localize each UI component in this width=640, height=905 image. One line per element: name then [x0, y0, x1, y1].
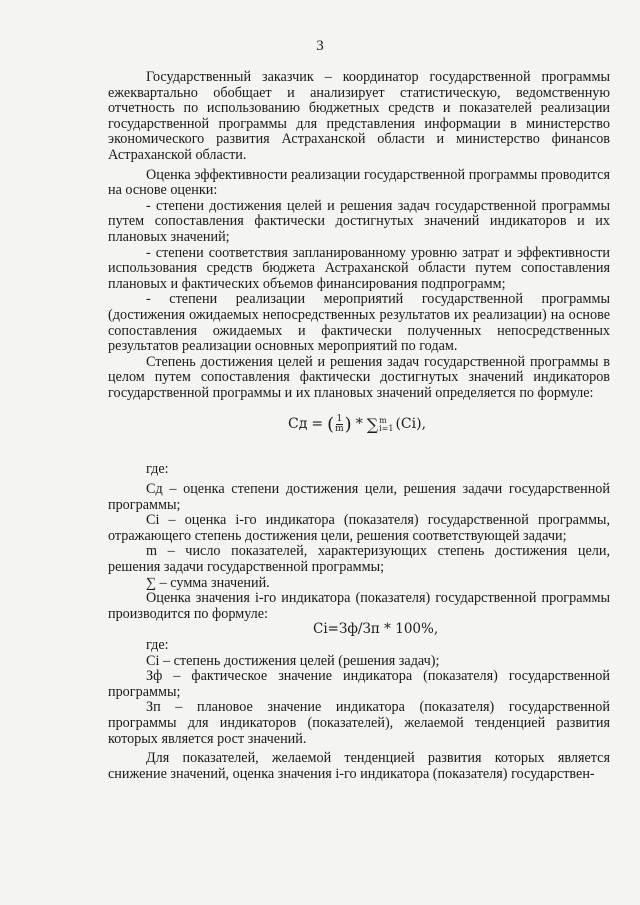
formula-achievement — [108, 415, 610, 434]
paragraph-evaluation: Оценка эффективности реализации государственной программы проводится на основе оценки: — [108, 166, 610, 199]
formula-times: * — [355, 416, 363, 433]
fraction-denominator: m — [335, 424, 344, 435]
document-body — [108, 70, 610, 782]
formula-sum — [367, 417, 426, 433]
definition-sum: ∑ – сумма значений. — [146, 574, 270, 591]
paragraph-achievement: Степень достижения целей и решения задач государственной программы в целом путем сопоставления фактически достигнутых значений индикаторов государственной программы и их плановых значений определяется по формуле: — [108, 353, 610, 401]
formula-fraction — [327, 415, 352, 434]
formula-lhs: Сд — [288, 416, 308, 433]
sum-term: (Ci), — [395, 416, 427, 433]
paragraph-indicator: Оценка значения i-го индикатора (показателя) государственной программы производится по формуле: — [108, 590, 610, 622]
paren-close: ) — [344, 414, 352, 436]
definition-ci: Ci – оценка i-го индикатора (показателя) государственной программы, отражающего степень достижения цели, решения соответствующей задачи; — [108, 512, 610, 544]
definition-zf: Зф – фактическое значение индикатора (показателя) государственной программы; — [108, 668, 610, 700]
formula-eq: = — [311, 416, 324, 433]
label-where-2: где: — [146, 637, 169, 653]
list-item-costs: - степени соответствия запланированному уровню затрат и эффективности использования средств бюджета Астраханской области путем сопоставления плановых и фактических объемов финансирования подпрограмм; — [108, 244, 610, 292]
sum-lower: i=1 — [379, 423, 394, 433]
page-number: 3 — [316, 38, 324, 54]
definition-m: m – число показателей, характеризующих степень достижения цели, решения задачи государственной программы; — [108, 543, 610, 576]
sum-upper: m — [379, 415, 387, 425]
list-item-goals: - степени достижения целей и решения задач государственной программы путем сопоставления фактически достигнутых значений индикаторов и их плановых значений; — [108, 197, 610, 245]
paragraph-decrease: Для показателей, желаемой тенденцией развития которых является снижение значений, оценка значения i-го индикатора (показателя) государствен- — [108, 750, 610, 782]
definition-ci-2: Ci – степень достижения целей (решения задач); — [146, 652, 440, 669]
label-where: где: — [146, 461, 169, 478]
sigma-symbol: ∑ — [366, 415, 379, 435]
list-item-activities: - степени реализации мероприятий государственной программы (достижения ожидаемых непосредственных результатов их реализации) на основе сопоставления ожидаемых и фактически полученных непосредственных результатов реализации основных мероприятий по годам. — [108, 291, 610, 355]
definition-sd: Сд – оценка степени достижения цели, решения задачи государственной программы; — [108, 481, 610, 513]
paren-open: ( — [327, 414, 335, 436]
fraction-numerator: 1 — [336, 414, 343, 425]
formula-indicator: Ci=Зф/Зп * 100%, — [313, 621, 439, 638]
definition-zp: Зп – плановое значение индикатора (показателя) государственной программы для индикаторов (показателей), желаемой тенденцией развития которых является рост значений. — [108, 699, 610, 747]
paragraph-customer: Государственный заказчик – координатор государственной программы ежеквартально обобщает и анализирует статистическую, ведомственную отчетность по использованию бюджетных средств и показателей реализации государственной программы для представления информации в министерство экономического развития Астраханской области и министерство финансов Астраханской области. — [108, 69, 610, 163]
sum-limits — [379, 417, 393, 433]
fraction — [335, 415, 344, 434]
